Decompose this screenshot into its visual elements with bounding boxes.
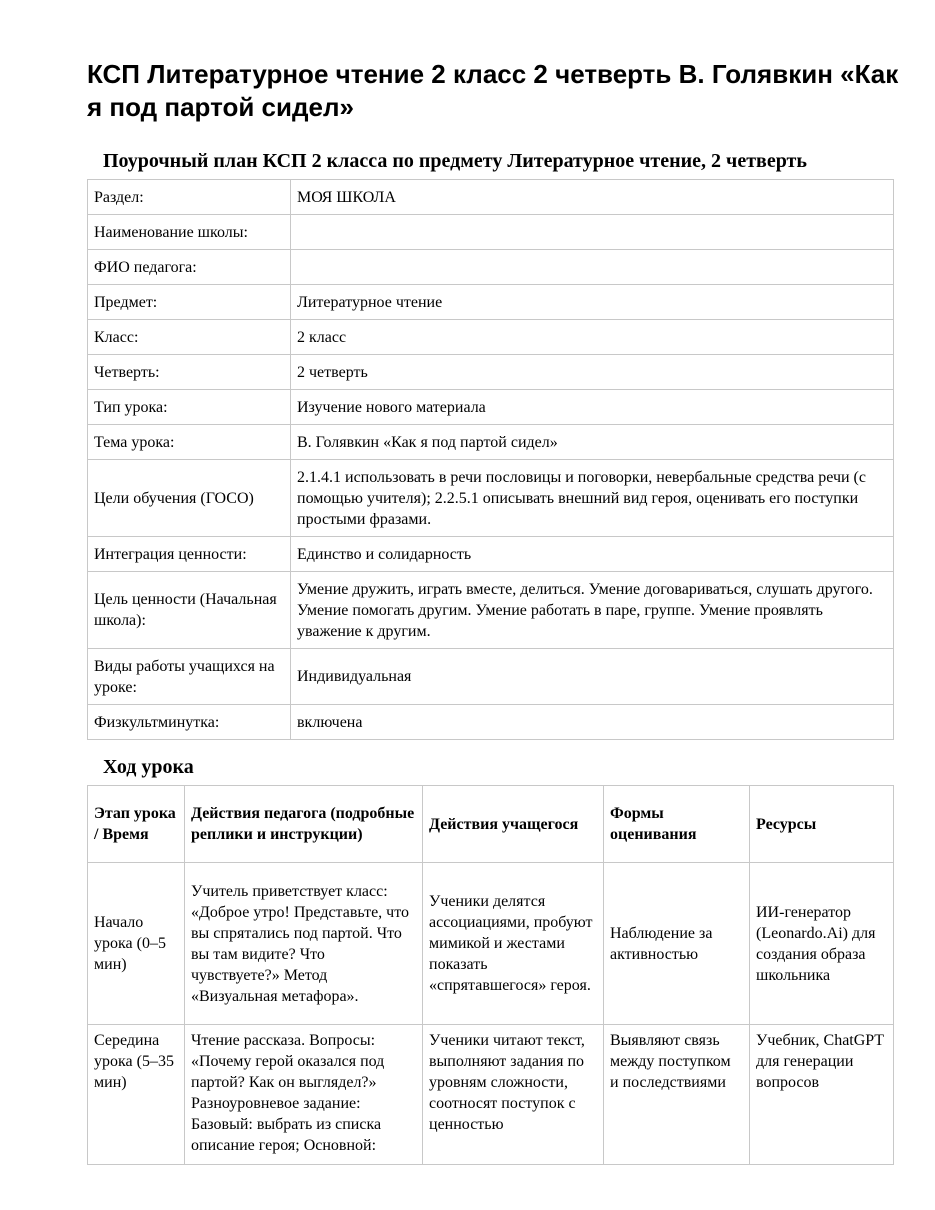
info-label: Цель ценности (Начальная школа): [88, 572, 291, 649]
info-row-section [88, 180, 894, 215]
info-value: Индивидуальная [291, 649, 894, 705]
info-label: Цели обучения (ГОСО) [88, 460, 291, 537]
info-row-lesson-type [88, 390, 894, 425]
info-label: Четверть: [88, 355, 291, 390]
info-row-physical-break [88, 705, 894, 740]
info-value: Литературное чтение [291, 285, 894, 320]
plan-heading: Поурочный план КСП 2 класса по предмету Литературное чтение, 2 четверть [103, 150, 807, 172]
cell-teacher-actions: Учитель приветствует класс: «Доброе утро! Представьте, что вы спрятались под партой. Что вы там видите? Что чувствуете?» Метод «Визуальная метафора». [185, 863, 423, 1025]
info-row-learning-goals [88, 460, 894, 537]
lesson-table-header [88, 786, 894, 863]
info-value: В. Голявкин «Как я под партой сидел» [291, 425, 894, 460]
info-label: Предмет: [88, 285, 291, 320]
info-row-lesson-topic [88, 425, 894, 460]
info-label: Физкультминутка: [88, 705, 291, 740]
cell-stage: Начало урока (0–5 мин) [88, 863, 185, 1025]
cell-student-actions: Ученики читают текст, выполняют задания по уровням сложности, соотносят поступок с ценностью [423, 1025, 604, 1165]
info-value [291, 215, 894, 250]
info-row-quarter [88, 355, 894, 390]
info-label: Тип урока: [88, 390, 291, 425]
info-value: 2.1.4.1 использовать в речи пословицы и поговорки, невербальные средства речи (с помощью учителя); 2.2.5.1 описывать внешний вид героя, оценивать его поступки простыми фразами. [291, 460, 894, 537]
info-row-work-types [88, 649, 894, 705]
lesson-heading: Ход урока [103, 756, 194, 778]
info-row-grade [88, 320, 894, 355]
cell-stage: Середина урока (5–35 мин) [88, 1025, 185, 1165]
info-value: Единство и солидарность [291, 537, 894, 572]
table-row [88, 863, 894, 1025]
table-row [88, 1025, 894, 1165]
cell-resources: ИИ-генератор (Leonardo.Ai) для создания образа школьника [750, 863, 894, 1025]
lesson-info-table [87, 179, 894, 740]
lesson-flow-table [87, 785, 894, 1165]
info-label: Наименование школы: [88, 215, 291, 250]
cell-student-actions: Ученики делятся ассоциациями, пробуют мимикой и жестами показать «спрятавшегося» героя. [423, 863, 604, 1025]
info-row-value-goal [88, 572, 894, 649]
info-value: 2 четверть [291, 355, 894, 390]
info-label: ФИО педагога: [88, 250, 291, 285]
info-row-school [88, 215, 894, 250]
info-label: Виды работы учащихся на уроке: [88, 649, 291, 705]
cell-teacher-actions: Чтение рассказа. Вопросы: «Почему герой оказался под партой? Как он выглядел?» Разноуровневое задание: Базовый: выбрать из списка описание героя; Основной: [185, 1025, 423, 1165]
header-student-actions: Действия учащегося [423, 786, 604, 863]
info-value: 2 класс [291, 320, 894, 355]
info-value: Изучение нового материала [291, 390, 894, 425]
info-label: Тема урока: [88, 425, 291, 460]
info-row-teacher [88, 250, 894, 285]
header-teacher-actions: Действия педагога (подробные реплики и инструкции) [185, 786, 423, 863]
header-stage: Этап урока / Время [88, 786, 185, 863]
cell-assessment: Наблюдение за активностью [604, 863, 750, 1025]
info-label: Интеграция ценности: [88, 537, 291, 572]
header-resources: Ресурсы [750, 786, 894, 863]
info-row-value-integration [88, 537, 894, 572]
info-label: Класс: [88, 320, 291, 355]
document-title: КСП Литературное чтение 2 класс 2 четверть В. Голявкин «Как я под партой сидел» [87, 59, 899, 122]
info-value [291, 250, 894, 285]
cell-resources: Учебник, ChatGPT для генерации вопросов [750, 1025, 894, 1165]
header-assessment: Формы оценивания [604, 786, 750, 863]
info-row-subject [88, 285, 894, 320]
info-label: Раздел: [88, 180, 291, 215]
info-value: включена [291, 705, 894, 740]
cell-assessment: Выявляют связь между поступком и последствиями [604, 1025, 750, 1165]
info-value: МОЯ ШКОЛА [291, 180, 894, 215]
info-value: Умение дружить, играть вместе, делиться. Умение договариваться, слушать другого. Умение помогать другим. Умение работать в паре, группе. Умение проявлять уважение к другим. [291, 572, 894, 649]
